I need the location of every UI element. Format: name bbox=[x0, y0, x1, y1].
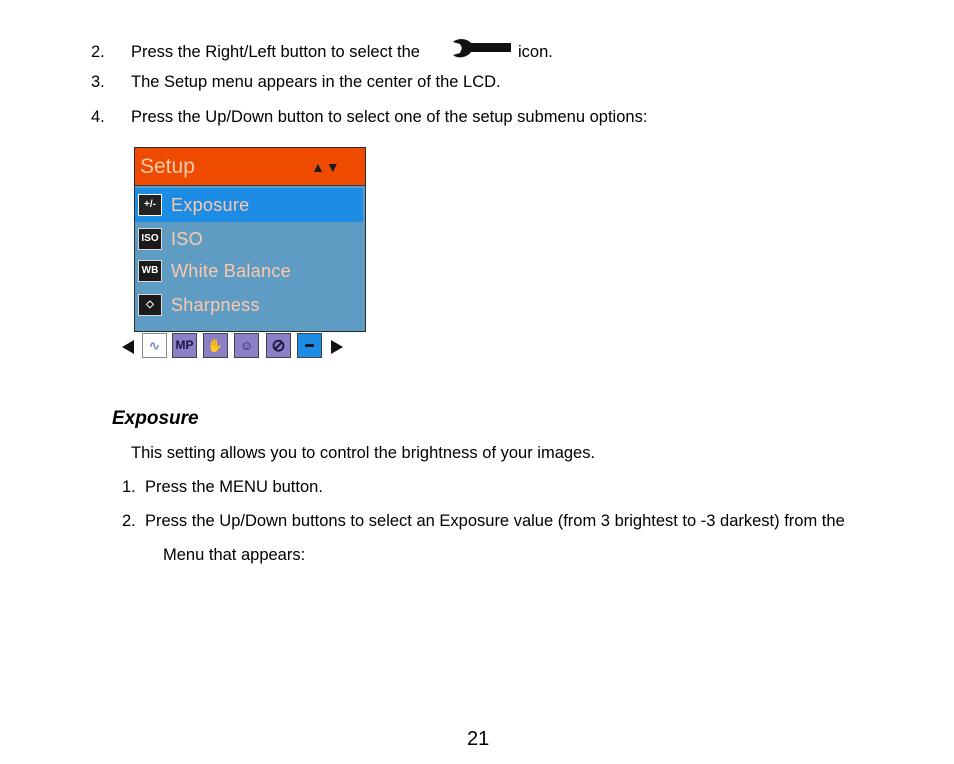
tab-setup[interactable] bbox=[297, 333, 322, 358]
lcd-menu-item-white-balance[interactable] bbox=[135, 254, 363, 288]
hand-icon: ✋ bbox=[207, 338, 224, 353]
exposure-icon: +/- bbox=[138, 194, 162, 216]
right-arrow-icon[interactable] bbox=[330, 339, 344, 355]
lcd-menu-item-sharpness[interactable] bbox=[135, 288, 363, 322]
white-balance-icon: WB bbox=[138, 260, 162, 282]
lcd-menu-item-iso[interactable] bbox=[135, 222, 363, 256]
step-text: Press the Right/Left button to select the bbox=[131, 43, 420, 61]
lcd-menu-item-label: White Balance bbox=[171, 261, 291, 281]
tab-face[interactable] bbox=[234, 333, 259, 358]
megapixel-icon: MP bbox=[175, 338, 194, 352]
lcd-title: Setup bbox=[140, 155, 195, 178]
step-text: Press the Up/Down buttons to select an Exposure value (from 3 brightest to -3 darkest) from the bbox=[145, 512, 845, 530]
tab-megapixel[interactable] bbox=[172, 333, 197, 358]
left-arrow-icon[interactable] bbox=[121, 339, 135, 355]
up-down-arrows-icon: ▲▼ bbox=[311, 159, 341, 175]
lcd-title-bar bbox=[135, 148, 365, 186]
tab-hand[interactable] bbox=[203, 333, 228, 358]
face-icon: ☺ bbox=[239, 338, 254, 353]
tab-image-quality[interactable] bbox=[142, 333, 167, 358]
step-number: 1. bbox=[122, 478, 136, 496]
tab-timer[interactable] bbox=[266, 333, 291, 358]
lcd-menu-item-label: Exposure bbox=[171, 195, 250, 215]
section-intro: This setting allows you to control the brightness of your images. bbox=[131, 444, 596, 462]
step-number: 2. bbox=[122, 512, 136, 530]
step-number: 2. bbox=[91, 43, 105, 61]
timer-icon: ⊘ bbox=[271, 336, 286, 355]
image-quality-icon: ∿ bbox=[149, 338, 160, 353]
lcd-menu-item-label: Sharpness bbox=[171, 295, 260, 315]
step-text: Press the MENU button. bbox=[145, 478, 323, 496]
section-heading: Exposure bbox=[112, 408, 199, 429]
lcd-menu-item-label: ISO bbox=[171, 229, 203, 249]
sharpness-icon: ◇ bbox=[138, 294, 162, 316]
step-text: Press the Up/Down button to select one of the setup submenu options: bbox=[131, 108, 648, 126]
lcd-menu-item-exposure[interactable] bbox=[135, 188, 363, 222]
step-text-after: icon. bbox=[518, 43, 553, 61]
step-text-continuation: Menu that appears: bbox=[163, 546, 306, 564]
step-number: 4. bbox=[91, 108, 105, 126]
iso-icon: ISO bbox=[138, 228, 162, 250]
lcd-screen bbox=[134, 147, 366, 332]
wrench-icon bbox=[451, 38, 513, 60]
step-text: The Setup menu appears in the center of the LCD. bbox=[131, 73, 501, 91]
setup-wrench-icon: ━ bbox=[305, 338, 314, 353]
page-number: 21 bbox=[467, 728, 490, 750]
step-number: 3. bbox=[91, 73, 105, 91]
